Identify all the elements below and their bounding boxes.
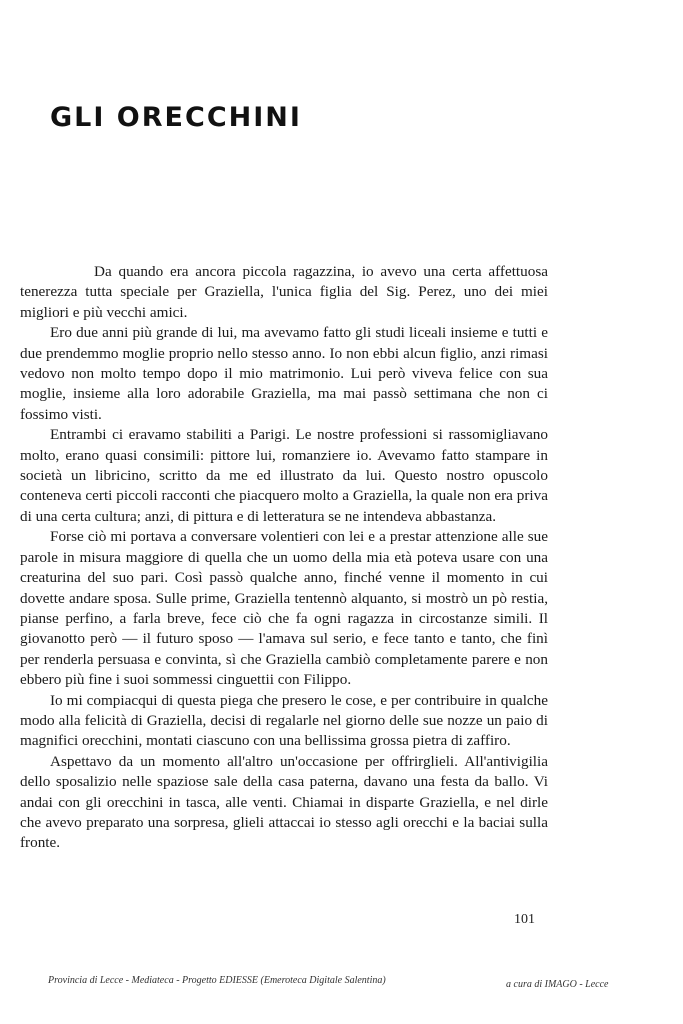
footer-credit-left: Provincia di Lecce - Mediateca - Progetto EDIESSE (Emeroteca Digitale Salentina) [48,975,386,986]
paragraph-6: Aspettavo da un momento all'altro un'occasione per offrirglieli. All'antivigilia dello sposalizio nelle spaziose sale della casa paterna, davano una festa da ballo. Vi andai con gli orecchini in tasca, alle venti. Chiamai in disparte Graziella, e nel dirle che avevo preparato una sorpresa, glieli attaccai io stesso agli orecchi e la baciai sulla fronte. [20,752,548,852]
paragraph-4: Forse ciò mi portava a conversare volentieri con lei e a prestar attenzione alle sue parole in misura maggiore di quella che un uomo della mia età poteva usare con una creaturina del suo pari. Così passò qualche anno, finché venne il momento in cui dovette andare sposa. Sulle prime, Graziella tentennò alquanto, si mostrò un pò restia, pianse perfino, a farla breve, fece ciò che fa ogni ragazza in circostanze simili. Il giovanotto però — il futuro sposo — l'amava sul serio, e fece tanto e tanto, che finì per renderla persuasa e convinta, sì che Graziella cambiò completamente parere e non ebbero più fine i suoi sommessi cinguettii con Filippo. [20,528,548,689]
page-number: 101 [514,912,535,927]
story-body [20,262,548,854]
paragraph-5: Io mi compiacqui di questa piega che presero le cose, e per contribuire in qualche modo alla felicità di Graziella, decisi di regalarle nel giorno delle sue nozze un paio di magnifici orecchini, montati ciascuno con una bellissima grossa pietra di zaffiro. [20,691,548,750]
chapter-title: GLI ORECCHINI [50,102,302,133]
paragraph-1: Da quando era ancora piccola ragazzina, io avevo una certa affettuosa tenerezza tutta speciale per Graziella, l'unica figlia del Sig. Perez, uno dei miei migliori e più vecchi amici. [20,263,548,321]
paragraph-2: Ero due anni più grande di lui, ma avevamo fatto gli studi liceali insieme e tutti e due prendemmo moglie proprio nello stesso anno. Io non ebbi alcun figlio, anzi rimasi vedovo non molto tempo dopo il mio matrimonio. Lui però viveva felice con sua moglie, insieme alla loro adorabile Graziella, ma mai passò settimana che non ci fossimo visti. [20,324,548,423]
footer-credit-right: a cura di IMAGO - Lecce [506,979,609,990]
paragraph-3: Entrambi ci eravamo stabiliti a Parigi. Le nostre professioni si rassomigliavano molto, erano quasi consimili: pittore lui, romanziere io. Avevamo fatto stampare in società un libricino, scritto da me ed illustrato da lui. Questo nostro opuscolo conteneva certi piccoli racconti che piacquero molto a Graziella, la quale non era priva di una certa cultura; anzi, di pittura e di letteratura se ne intendeva abbastanza. [20,426,548,525]
